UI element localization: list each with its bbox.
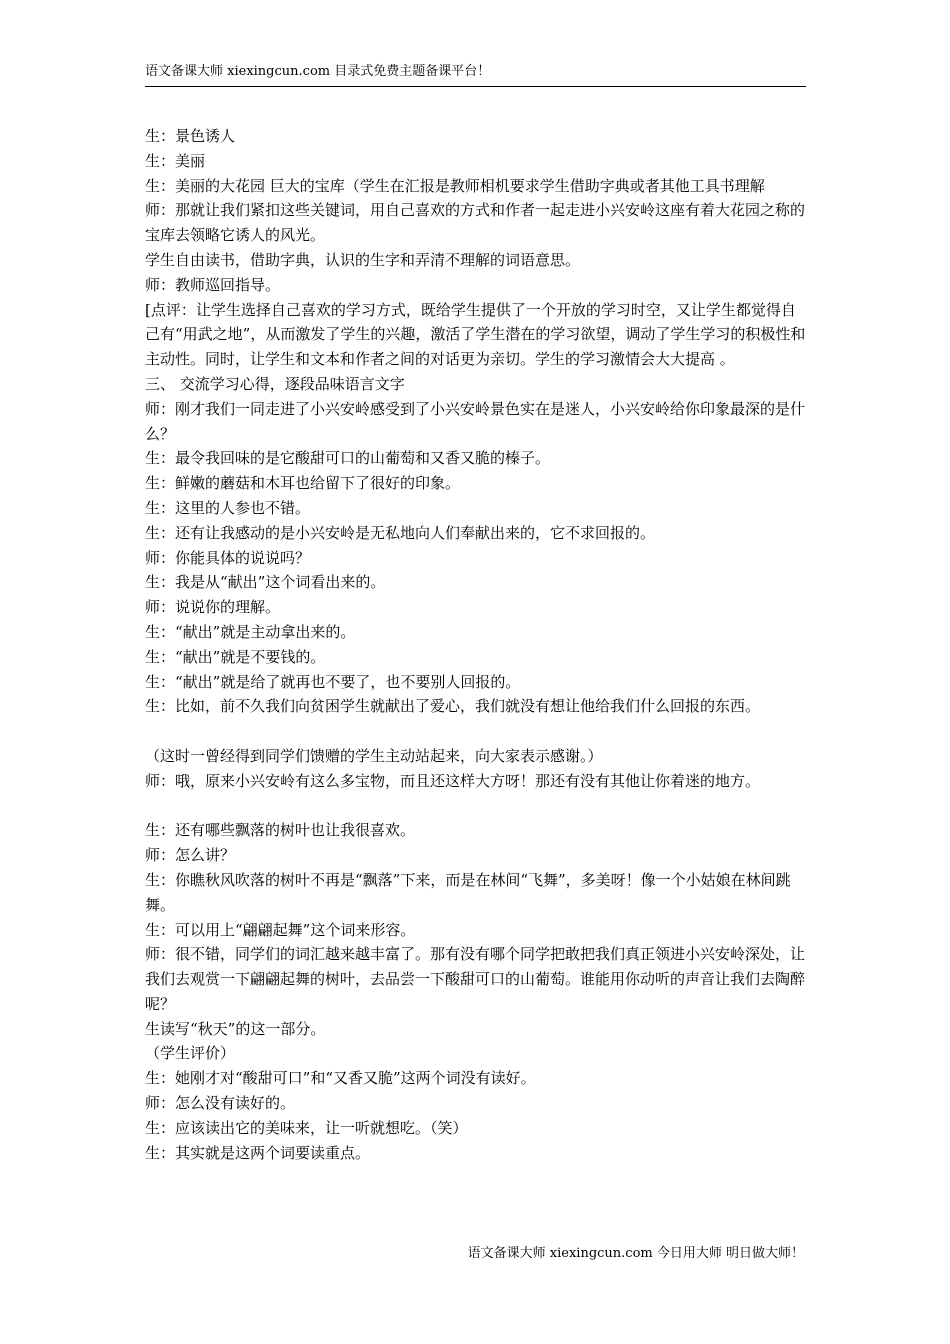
paragraph: 生：景色诱人: [145, 127, 236, 145]
paragraph: 师：说说你的理解。: [145, 598, 281, 617]
paragraph: 生：“献出”就是不要钱的。: [145, 647, 326, 666]
paragraph: （学生评价）: [145, 1044, 236, 1063]
paragraph: 生：你瞧秋风吹落的树叶不再是“飘落”下来，而是在林间“飞舞”，多美呀！像一个小姑娘在林间跳舞。: [145, 870, 791, 914]
paragraph: 学生自由读书，借助字典，认识的生字和弄清不理解的词语意思。: [145, 250, 581, 269]
paragraph: 师：很不错，同学们的词汇越来越丰富了。那有没有哪个同学把敢把我们真正领进小兴安岭深处，让我们去观赏一下翩翩起舞的树叶，去品尝一下酸甜可口的山葡萄。谁能用你动听的声音让我们去陶醉呢？: [145, 945, 806, 1013]
paragraph: 师：怎么没有读好的。: [145, 1094, 296, 1113]
paragraph: 生：“献出”就是给了就再也不要了，也不要别人回报的。: [145, 672, 521, 691]
paragraph: 生：最令我回味的是它酸甜可口的山葡萄和又香又脆的榛子。: [145, 449, 551, 468]
paragraph: 生：可以用上“翩翩起舞”这个词来形容。: [145, 920, 416, 939]
paragraph: 生：“献出”就是主动拿出来的。: [145, 622, 356, 641]
paragraph: 三、 交流学习心得，逐段品味语言文字: [145, 374, 405, 393]
paragraph: 师：刚才我们一同走进了小兴安岭感受到了小兴安岭景色实在是迷人，小兴安岭给你印象最深的是什么？: [145, 399, 806, 443]
page-footer: 语文备课大师 xiexingcun.com 今日用大师 明日做大师！: [467, 1246, 804, 1261]
page-header: 语文备课大师 xiexingcun.com 目录式免费主题备课平台！: [145, 62, 806, 87]
paragraph: 生：还有哪些飘落的树叶也让我很喜欢。: [145, 821, 416, 840]
paragraph: 生：美丽的大花园 巨大的宝库（学生在汇报是教师相机要求学生借助字典或者其他工具书理解: [145, 176, 765, 195]
paragraph: （这时一曾经得到同学们馈赠的学生主动站起来，向大家表示感谢。）: [145, 746, 603, 765]
paragraph: 师：怎么讲？: [145, 846, 236, 865]
paragraph: 生：其实就是这两个词要读重点。: [145, 1143, 371, 1162]
paragraph: 师：哦，原来小兴安岭有这么多宝物，而且还这样大方呀！那还有没有其他让你着迷的地方。: [145, 771, 761, 790]
paragraph: 生：美丽: [145, 151, 206, 170]
paragraph: 师：那就让我们紧扣这些关键词，用自己喜欢的方式和作者一起走进小兴安岭这座有着大花园之称的宝库去领略它诱人的风光。: [145, 201, 806, 245]
paragraph: 生：应该读出它的美味来，让一听就想吃。（笑）: [145, 1118, 468, 1137]
paragraph: [145, 719, 810, 744]
paragraph: 生：她刚才对“酸甜可口”和“又香又脆”这两个词没有读好。: [145, 1069, 536, 1088]
paragraph: 生：还有让我感动的是小兴安岭是无私地向人们奉献出来的，它不求回报的。: [145, 523, 656, 542]
paragraph: 师：你能具体的说说吗？: [145, 548, 311, 567]
paragraph: 生：这里的人参也不错。: [145, 498, 311, 517]
paragraph: 生：鲜嫩的蘑菇和木耳也给留下了很好的印象。: [145, 474, 461, 493]
paragraph: [点评：让学生选择自己喜欢的学习方式，既给学生提供了一个开放的学习时空，又让学生都觉得自己有“用武之地”，从而激发了学生的兴趣，激活了学生潜在的学习欲望，调动了学生学习的积极性和主动性。同时，让学生和文本和作者之间的对话更为亲切。学生的学习激情会大大提高 。: [145, 300, 806, 369]
document-body: [145, 124, 810, 1165]
paragraph: 生读写“秋天”的这一部分。: [145, 1019, 326, 1038]
paragraph: 师：教师巡回指导。: [145, 275, 281, 294]
paragraph: [145, 794, 810, 819]
paragraph: 生：比如，前不久我们向贫困学生就献出了爱心，我们就没有想让他给我们什么回报的东西。: [145, 697, 761, 716]
paragraph: 生：我是从“献出”这个词看出来的。: [145, 573, 386, 592]
